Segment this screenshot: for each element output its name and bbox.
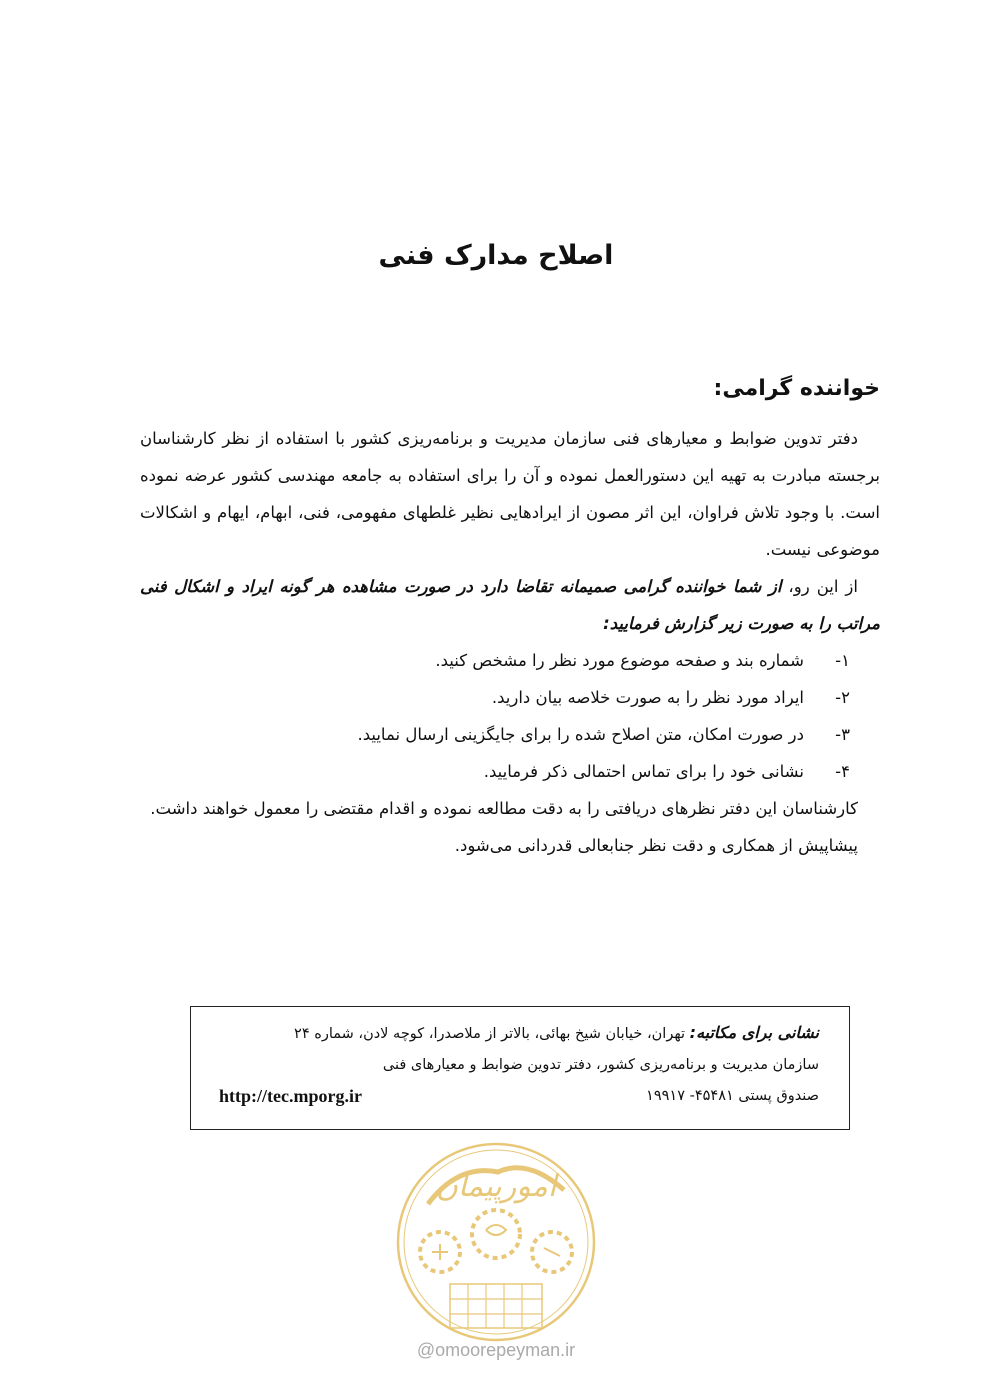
- postal-box: صندوق پستی ۴۵۴۸۱- ۱۹۹۱۷: [646, 1088, 819, 1104]
- list-item: [140, 753, 880, 790]
- contact-address-line: [219, 1017, 819, 1050]
- list-item-number: ۲-: [835, 688, 850, 707]
- instructions-list: [140, 642, 880, 790]
- contact-footer-row: [219, 1081, 819, 1112]
- list-item-number: ۴-: [835, 762, 850, 781]
- document-body: [140, 420, 880, 864]
- list-item: [140, 716, 880, 753]
- list-item-number: ۱-: [835, 651, 850, 670]
- request-prefix: از این رو،: [781, 577, 858, 596]
- list-item-text: نشانی خود را برای تماس احتمالی ذکر فرمایید.: [483, 762, 804, 781]
- contact-address: تهران، خیابان شیخ بهائی، بالاتر از ملاصدرا، کوچه لادن، شماره ۲۴: [294, 1026, 690, 1042]
- list-item-text: ایراد مورد نظر را به صورت خلاصه بیان دارید.: [491, 688, 804, 707]
- request-paragraph: [140, 568, 880, 642]
- greeting-heading: خواننده گرامی:: [713, 376, 880, 401]
- contact-label: نشانی برای مکاتبه:: [689, 1023, 819, 1042]
- intro-paragraph: دفتر تدوین ضوابط و معیارهای فنی سازمان مدیریت و برنامه‌ریزی کشور با استفاده از نظر کارشناسان برجسته مبادرت به تهیه این دستورالعمل نموده و آن را برای استفاده به جامعه مهندسی کشور عرضه نموده است. با وجود تلاش فراوان، این اثر مصون از ایرادهایی نظیر غلطهای مفهومی، فنی، ابهام، ایهام و اشکالات موضوعی نیست.: [140, 429, 880, 559]
- website-link[interactable]: http://tec.mporg.ir: [219, 1086, 362, 1106]
- list-item-text: شماره بند و صفحه موضوع مورد نظر را مشخص کنید.: [435, 651, 804, 670]
- thanks-paragraph: پیشاپیش از همکاری و دقت نظر جنابعالی قدردانی می‌شود.: [454, 836, 858, 855]
- review-paragraph: کارشناسان این دفتر نظرهای دریافتی را به دقت مطالعه نموده و اقدام مقتضی را معمول خواهند داشت.: [150, 799, 858, 818]
- contact-box: [190, 1006, 850, 1130]
- contact-organization: سازمان مدیریت و برنامه‌ریزی کشور، دفتر تدوین ضوابط و معیارهای فنی: [382, 1057, 819, 1073]
- list-item: [140, 642, 880, 679]
- list-item-number: ۳-: [835, 725, 850, 744]
- watermark-text: @omoorepeyman.ir: [416, 1340, 576, 1360]
- list-item-text: در صورت امکان، متن اصلاح شده را برای جایگزینی ارسال نمایید.: [357, 725, 804, 744]
- page-title: اصلاح مدارک فنی: [378, 240, 614, 271]
- list-item: [140, 679, 880, 716]
- organization-seal-logo: [388, 1134, 604, 1350]
- request-emphasis: از شما خواننده گرامی صمیمانه تقاضا دارد در صورت مشاهده هر گونه ایراد و اشکال فنی مراتب را به صورت زیر گزارش فرمایید:: [140, 577, 880, 633]
- seal-text: امورپیمان: [435, 1169, 557, 1204]
